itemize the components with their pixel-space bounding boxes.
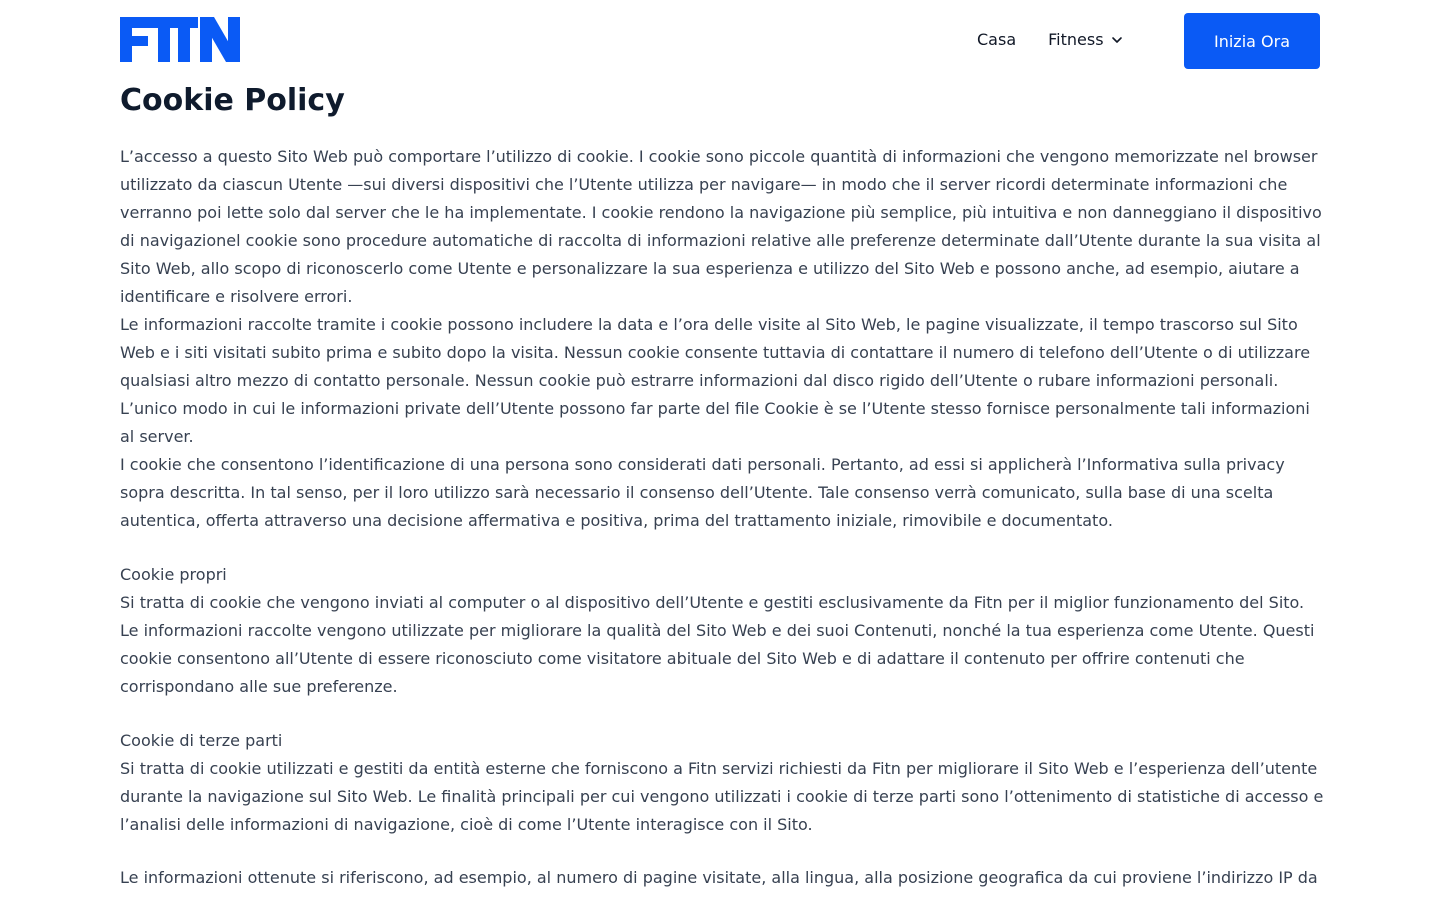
nav-fitness-dropdown[interactable] (1048, 32, 1123, 48)
site-header (120, 0, 1320, 80)
nav-fitness-label: Fitness (1048, 30, 1104, 49)
intro-paragraphs (120, 143, 1325, 535)
fitn-logo[interactable] (120, 14, 242, 64)
paragraph-3: I cookie che consentono l’identificazione di una persona sono considerati dati personali. Pertanto, ad essi si applicherà l’Informativa sulla privacy sopra descritta. In tal senso, per il loro utilizzo sarà necessario il consenso dell’Utente. Tale consenso verrà comunicato, sulla base di una scelta autentica, offerta attraverso una decisione affermativa e positiva, prima del trattamento iniziale, rimovibile e documentato. (120, 455, 1285, 530)
inizia-ora-button[interactable]: Inizia Ora (1184, 13, 1320, 69)
section-own-heading: Cookie propri (120, 565, 227, 584)
section-own-text: Si tratta di cookie che vengono inviati al computer o al dispositivo dell’Utente e gestiti esclusivamente da Fitn per il miglior funzionamento del Sito. Le informazioni raccolte vengono utilizzate per migliorare la qualità del Sito Web e dei suoi Contenuti, nonché la tua esperienza come Utente. Questi cookie consentono all’Utente di essere riconosciuto come visitatore abituale del Sito Web e di adattare il contenuto per offrire contenuti che corrispondano alle sue preferenze. (120, 593, 1315, 696)
section-third-text: Si tratta di cookie utilizzati e gestiti da entità esterne che forniscono a Fitn servizi richiesti da Fitn per migliorare il Sito Web e l’esperienza dell’utente durante la navigazione sul Sito Web. Le finalità principali per cui vengono utilizzati i cookie di terze parti sono l’ottenimento di statistiche di accesso e l’analisi delle informazioni di navigazione, cioè di come l’Utente interagisce con il Sito. (120, 759, 1324, 834)
nav-casa-label: Casa (977, 30, 1017, 49)
section-third-heading: Cookie di terze parti (120, 731, 283, 750)
paragraph-2: Le informazioni raccolte tramite i cookie possono includere la data e l’ora delle visite al Sito Web, le pagine visualizzate, il tempo trascorso sul Sito Web e i siti visitati subito prima e subito dopo la visita. Nessun cookie consente tuttavia di contattare il numero di telefono dell’Utente o di utilizzare qualsiasi altro mezzo di contatto personale. Nessun cookie può estrarre informazioni dal disco rigido dell’Utente o rubare informazioni personali. L’unico modo in cui le informazioni private dell’Utente possono far parte del file Cookie è se l’Utente stesso fornisce personalmente tali informazioni al server. (120, 315, 1311, 446)
chevron-down-icon (1110, 33, 1124, 47)
page-title: Cookie Policy (120, 83, 345, 118)
nav-casa-link[interactable] (977, 32, 1016, 48)
fitn-logo-icon (120, 14, 242, 64)
section-own-cookies (120, 561, 1325, 701)
main-nav (977, 0, 1124, 80)
last-paragraph: Le informazioni ottenute si riferiscono, ad esempio, al numero di pagine visitate, alla lingua, alla posizione geografica da cui proviene l’indirizzo IP da (120, 868, 1318, 887)
final-section (120, 864, 1325, 892)
section-third-party-cookies (120, 727, 1325, 839)
paragraph-1: L’accesso a questo Sito Web può comportare l’utilizzo di cookie. I cookie sono piccole quantità di informazioni che vengono memorizzate nel browser utilizzato da ciascun Utente —sui diversi dispositivi che l’Utente utilizza per navigare— in modo che il server ricordi determinate informazioni che verranno poi lette solo dal server che le ha implementate. I cookie rendono la navigazione più semplice, più intuitiva e non danneggiano il dispositivo di navigazionel cookie sono procedure automatiche di raccolta di informazioni relative alle preferenze determinate dall’Utente durante la sua visita al Sito Web, allo scopo di riconoscerlo come Utente e personalizzare la sua esperienza e utilizzo del Sito Web e possono anche, ad esempio, aiutare a identificare e risolvere errori. (120, 147, 1322, 306)
